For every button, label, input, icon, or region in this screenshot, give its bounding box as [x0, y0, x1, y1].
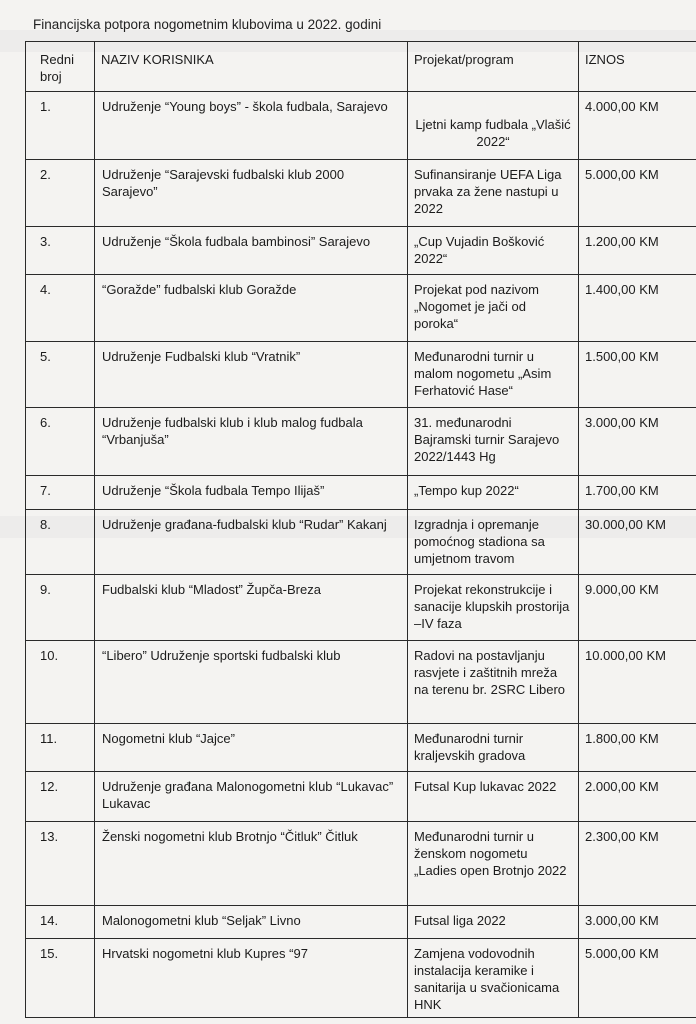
row-program: Izgradnja i opremanje pomoćnog stadiona sa umjetnom travom — [408, 510, 579, 575]
table-row — [26, 822, 696, 906]
table-row — [26, 906, 696, 939]
row-name: “Goražde” fudbalski klub Goražde — [95, 275, 408, 342]
funding-table — [25, 41, 696, 1018]
row-num: 15. — [26, 939, 95, 1018]
row-name: Malonogometni klub “Seljak” Livno — [95, 906, 408, 939]
row-program: Futsal Kup lukavac 2022 — [408, 772, 579, 822]
row-num: 3. — [26, 227, 95, 275]
row-amount: 5.000,00 KM — [579, 939, 696, 1018]
table-row — [26, 227, 696, 275]
table-row — [26, 408, 696, 476]
row-num: 5. — [26, 342, 95, 408]
row-amount: 2.000,00 KM — [579, 772, 696, 822]
row-name: Udruženje “Škola fudbala Tempo Ilijaš” — [95, 476, 408, 510]
row-program: Ljetni kamp fudbala „Vlašić 2022“ — [408, 92, 579, 160]
table-row — [26, 939, 696, 1018]
header-num: Redni broj — [26, 42, 95, 92]
row-name: Udruženje fudbalski klub i klub malog fudbala “Vrbanjuša” — [95, 408, 408, 476]
row-program: Sufinansiranje UEFA Liga prvaka za žene nastupi u 2022 — [408, 160, 579, 227]
table-row — [26, 575, 696, 641]
row-num: 14. — [26, 906, 95, 939]
row-amount: 3.000,00 KM — [579, 906, 696, 939]
row-num: 11. — [26, 724, 95, 772]
row-program: „Cup Vujadin Bošković 2022“ — [408, 227, 579, 275]
row-amount: 3.000,00 KM — [579, 408, 696, 476]
row-amount: 30.000,00 KM — [579, 510, 696, 575]
row-num: 4. — [26, 275, 95, 342]
row-program: Futsal liga 2022 — [408, 906, 579, 939]
table-header-row — [26, 42, 696, 92]
table-row — [26, 160, 696, 227]
row-name: Ženski nogometni klub Brotnjo “Čitluk” Čitluk — [95, 822, 408, 906]
row-amount: 1.500,00 KM — [579, 342, 696, 408]
table-row — [26, 92, 696, 160]
row-amount: 1.800,00 KM — [579, 724, 696, 772]
row-num: 13. — [26, 822, 95, 906]
row-name: Udruženje građana Malonogometni klub “Lukavac” Lukavac — [95, 772, 408, 822]
row-amount: 9.000,00 KM — [579, 575, 696, 641]
header-name: NAZIV KORISNIKA — [95, 42, 408, 92]
row-amount: 5.000,00 KM — [579, 160, 696, 227]
row-program: Projekat pod nazivom „Nogomet je jači od poroka“ — [408, 275, 579, 342]
row-num: 10. — [26, 641, 95, 724]
row-program: Međunarodni turnir u malom nogometu „Asim Ferhatović Hase“ — [408, 342, 579, 408]
table-row — [26, 476, 696, 510]
table-row — [26, 342, 696, 408]
row-amount: 4.000,00 KM — [579, 92, 696, 160]
row-amount: 1.400,00 KM — [579, 275, 696, 342]
row-name: Udruženje Fudbalski klub “Vratnik” — [95, 342, 408, 408]
row-num: 12. — [26, 772, 95, 822]
row-name: Nogometni klub “Jajce” — [95, 724, 408, 772]
table-row — [26, 772, 696, 822]
row-num: 9. — [26, 575, 95, 641]
row-num: 2. — [26, 160, 95, 227]
header-amount: IZNOS — [579, 42, 696, 92]
table-row — [26, 641, 696, 724]
table-row — [26, 275, 696, 342]
row-name: Udruženje građana-fudbalski klub “Rudar” Kakanj — [95, 510, 408, 575]
row-num: 7. — [26, 476, 95, 510]
row-num: 6. — [26, 408, 95, 476]
table-row — [26, 724, 696, 772]
row-name: Udruženje “Young boys” - škola fudbala, Sarajevo — [95, 92, 408, 160]
row-name: “Libero” Udruženje sportski fudbalski klub — [95, 641, 408, 724]
row-program: Radovi na postavljanju rasvjete i zaštitnih mreža na terenu br. 2SRC Libero — [408, 641, 579, 724]
document-title: Financijska potpora nogometnim klubovima u 2022. godini — [33, 17, 382, 32]
row-amount: 10.000,00 KM — [579, 641, 696, 724]
row-name: Hrvatski nogometni klub Kupres “97 — [95, 939, 408, 1018]
row-name: Udruženje “Sarajevski fudbalski klub 2000 Sarajevo” — [95, 160, 408, 227]
row-name: Fudbalski klub “Mladost” Župča-Breza — [95, 575, 408, 641]
table-row — [26, 510, 696, 575]
row-amount: 1.700,00 KM — [579, 476, 696, 510]
row-program: Međunarodni turnir u ženskom nogometu „Ladies open Brotnjo 2022 — [408, 822, 579, 906]
header-program: Projekat/program — [408, 42, 579, 92]
row-program: Međunarodni turnir kraljevskih gradova — [408, 724, 579, 772]
row-name: Udruženje “Škola fudbala bambinosi” Sarajevo — [95, 227, 408, 275]
row-program: „Tempo kup 2022“ — [408, 476, 579, 510]
row-program: Zamjena vodovodnih instalacija keramike i sanitarija u svačionicama HNK — [408, 939, 579, 1018]
row-program: Projekat rekonstrukcije i sanacije klupskih prostorija –IV faza — [408, 575, 579, 641]
row-program: 31. međunarodni Bajramski turnir Sarajevo 2022/1443 Hg — [408, 408, 579, 476]
row-amount: 2.300,00 KM — [579, 822, 696, 906]
row-amount: 1.200,00 KM — [579, 227, 696, 275]
row-num: 8. — [26, 510, 95, 575]
row-num: 1. — [26, 92, 95, 160]
